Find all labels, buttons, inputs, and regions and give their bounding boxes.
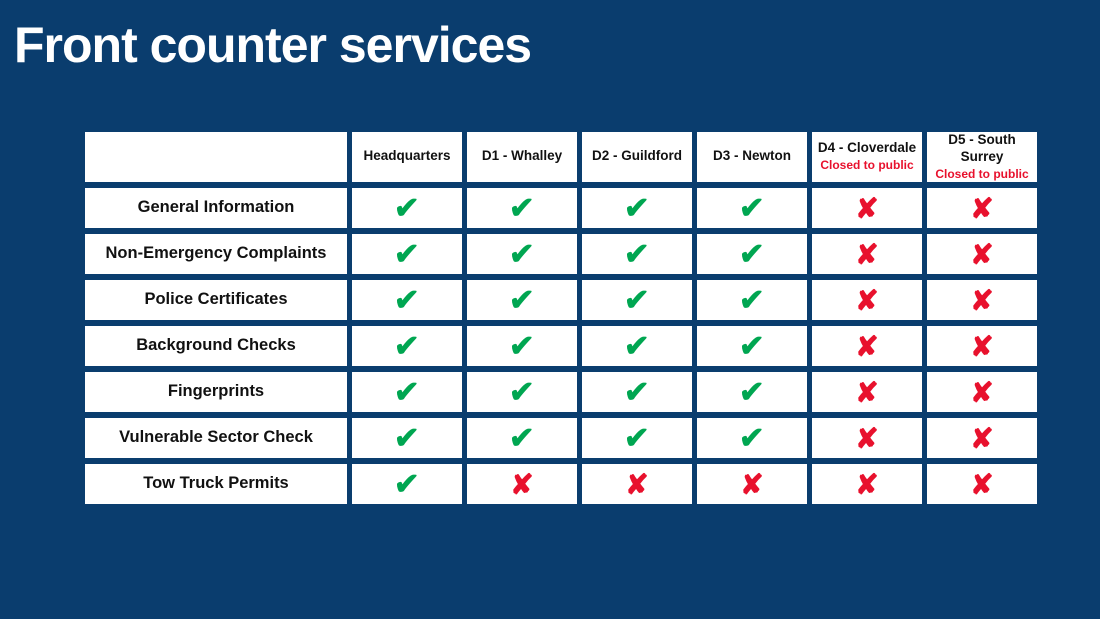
table-row <box>85 372 1037 412</box>
row-label: Vulnerable Sector Check <box>85 418 347 458</box>
cell-vulnerable-sector-check-d5-south-surrey <box>927 418 1037 458</box>
front-counter-services-table <box>80 126 1042 510</box>
check-icon: ✔ <box>508 191 536 225</box>
cell-general-information-d2-guildford <box>582 188 692 228</box>
column-header-d4-cloverdale <box>812 132 922 182</box>
column-header-d1-whalley <box>467 132 577 182</box>
cell-vulnerable-sector-check-d4-cloverdale <box>812 418 922 458</box>
column-header-label: D3 - Newton <box>712 148 791 164</box>
cell-background-checks-d5-south-surrey <box>927 326 1037 366</box>
cell-fingerprints-d1-whalley <box>467 372 577 412</box>
check-icon: ✔ <box>738 191 766 225</box>
cell-non-emergency-complaints-d3-newton <box>697 234 807 274</box>
cell-police-certificates-d2-guildford <box>582 280 692 320</box>
cell-background-checks-d2-guildford <box>582 326 692 366</box>
table-row <box>85 464 1037 504</box>
check-icon: ✔ <box>738 283 766 317</box>
check-icon: ✔ <box>623 375 651 409</box>
cell-fingerprints-headquarters <box>352 372 462 412</box>
table-body <box>85 188 1037 504</box>
cell-police-certificates-d5-south-surrey <box>927 280 1037 320</box>
check-icon: ✔ <box>508 283 536 317</box>
cell-general-information-headquarters <box>352 188 462 228</box>
check-icon: ✔ <box>738 329 766 363</box>
column-header-label: D2 - Guildford <box>592 148 682 164</box>
check-icon: ✔ <box>738 375 766 409</box>
cell-general-information-d1-whalley <box>467 188 577 228</box>
cell-police-certificates-d3-newton <box>697 280 807 320</box>
table-row <box>85 280 1037 320</box>
table-row <box>85 326 1037 366</box>
check-icon: ✔ <box>393 375 421 409</box>
table-row <box>85 188 1037 228</box>
check-icon: ✔ <box>623 329 651 363</box>
cell-background-checks-headquarters <box>352 326 462 366</box>
cell-tow-truck-permits-d5-south-surrey <box>927 464 1037 504</box>
table-header <box>85 132 1037 182</box>
cross-icon: ✘ <box>970 330 994 362</box>
column-header-note: Closed to public <box>820 158 914 173</box>
column-header-d2-guildford <box>582 132 692 182</box>
check-icon: ✔ <box>393 237 421 271</box>
cell-non-emergency-complaints-d4-cloverdale <box>812 234 922 274</box>
cross-icon: ✘ <box>970 422 994 454</box>
cell-tow-truck-permits-d3-newton <box>697 464 807 504</box>
column-header-d5-south-surrey <box>927 132 1037 182</box>
cell-police-certificates-d4-cloverdale <box>812 280 922 320</box>
cross-icon: ✘ <box>970 238 994 270</box>
row-label: Tow Truck Permits <box>85 464 347 504</box>
row-label: General Information <box>85 188 347 228</box>
cell-general-information-d5-south-surrey <box>927 188 1037 228</box>
cell-fingerprints-d2-guildford <box>582 372 692 412</box>
check-icon: ✔ <box>623 283 651 317</box>
check-icon: ✔ <box>393 421 421 455</box>
table-row <box>85 418 1037 458</box>
check-icon: ✔ <box>623 191 651 225</box>
cross-icon: ✘ <box>625 468 649 500</box>
cross-icon: ✘ <box>855 330 879 362</box>
cell-background-checks-d1-whalley <box>467 326 577 366</box>
cell-non-emergency-complaints-d1-whalley <box>467 234 577 274</box>
check-icon: ✔ <box>738 237 766 271</box>
cell-fingerprints-d5-south-surrey <box>927 372 1037 412</box>
cross-icon: ✘ <box>740 468 764 500</box>
cell-tow-truck-permits-d2-guildford <box>582 464 692 504</box>
check-icon: ✔ <box>393 467 421 501</box>
cell-general-information-d3-newton <box>697 188 807 228</box>
cross-icon: ✘ <box>855 376 879 408</box>
cell-tow-truck-permits-d1-whalley <box>467 464 577 504</box>
cell-tow-truck-permits-d4-cloverdale <box>812 464 922 504</box>
table-corner-cell <box>85 132 347 182</box>
cross-icon: ✘ <box>970 192 994 224</box>
check-icon: ✔ <box>393 283 421 317</box>
cell-non-emergency-complaints-d5-south-surrey <box>927 234 1037 274</box>
check-icon: ✔ <box>508 421 536 455</box>
page-title: Front counter services <box>14 17 532 73</box>
row-label: Non-Emergency Complaints <box>85 234 347 274</box>
cell-vulnerable-sector-check-d3-newton <box>697 418 807 458</box>
cell-background-checks-d4-cloverdale <box>812 326 922 366</box>
cell-police-certificates-headquarters <box>352 280 462 320</box>
cell-background-checks-d3-newton <box>697 326 807 366</box>
column-header-note: Closed to public <box>935 166 1029 181</box>
row-label: Fingerprints <box>85 372 347 412</box>
cross-icon: ✘ <box>510 468 534 500</box>
cell-fingerprints-d4-cloverdale <box>812 372 922 412</box>
column-header-label: D1 - Whalley <box>481 148 563 164</box>
column-header-headquarters <box>352 132 462 182</box>
cell-non-emergency-complaints-headquarters <box>352 234 462 274</box>
column-header-d3-newton <box>697 132 807 182</box>
cell-general-information-d4-cloverdale <box>812 188 922 228</box>
row-label: Background Checks <box>85 326 347 366</box>
check-icon: ✔ <box>623 421 651 455</box>
cross-icon: ✘ <box>855 468 879 500</box>
cell-tow-truck-permits-headquarters <box>352 464 462 504</box>
check-icon: ✔ <box>508 329 536 363</box>
check-icon: ✔ <box>738 421 766 455</box>
table-row <box>85 234 1037 274</box>
cross-icon: ✘ <box>855 238 879 270</box>
cell-vulnerable-sector-check-d1-whalley <box>467 418 577 458</box>
check-icon: ✔ <box>393 329 421 363</box>
cross-icon: ✘ <box>855 192 879 224</box>
check-icon: ✔ <box>393 191 421 225</box>
cross-icon: ✘ <box>855 284 879 316</box>
row-label: Police Certificates <box>85 280 347 320</box>
column-header-label: Headquarters <box>363 148 451 164</box>
table-header-row <box>85 132 1037 182</box>
check-icon: ✔ <box>623 237 651 271</box>
cell-fingerprints-d3-newton <box>697 372 807 412</box>
front-counter-services-table-wrap <box>80 126 1029 510</box>
cell-vulnerable-sector-check-headquarters <box>352 418 462 458</box>
cross-icon: ✘ <box>970 376 994 408</box>
cross-icon: ✘ <box>970 284 994 316</box>
column-header-label: D5 - South Surrey <box>948 132 1016 164</box>
cell-non-emergency-complaints-d2-guildford <box>582 234 692 274</box>
check-icon: ✔ <box>508 375 536 409</box>
column-header-label: D4 - Cloverdale <box>817 140 917 156</box>
cell-vulnerable-sector-check-d2-guildford <box>582 418 692 458</box>
cell-police-certificates-d1-whalley <box>467 280 577 320</box>
cross-icon: ✘ <box>855 422 879 454</box>
cross-icon: ✘ <box>970 468 994 500</box>
check-icon: ✔ <box>508 237 536 271</box>
